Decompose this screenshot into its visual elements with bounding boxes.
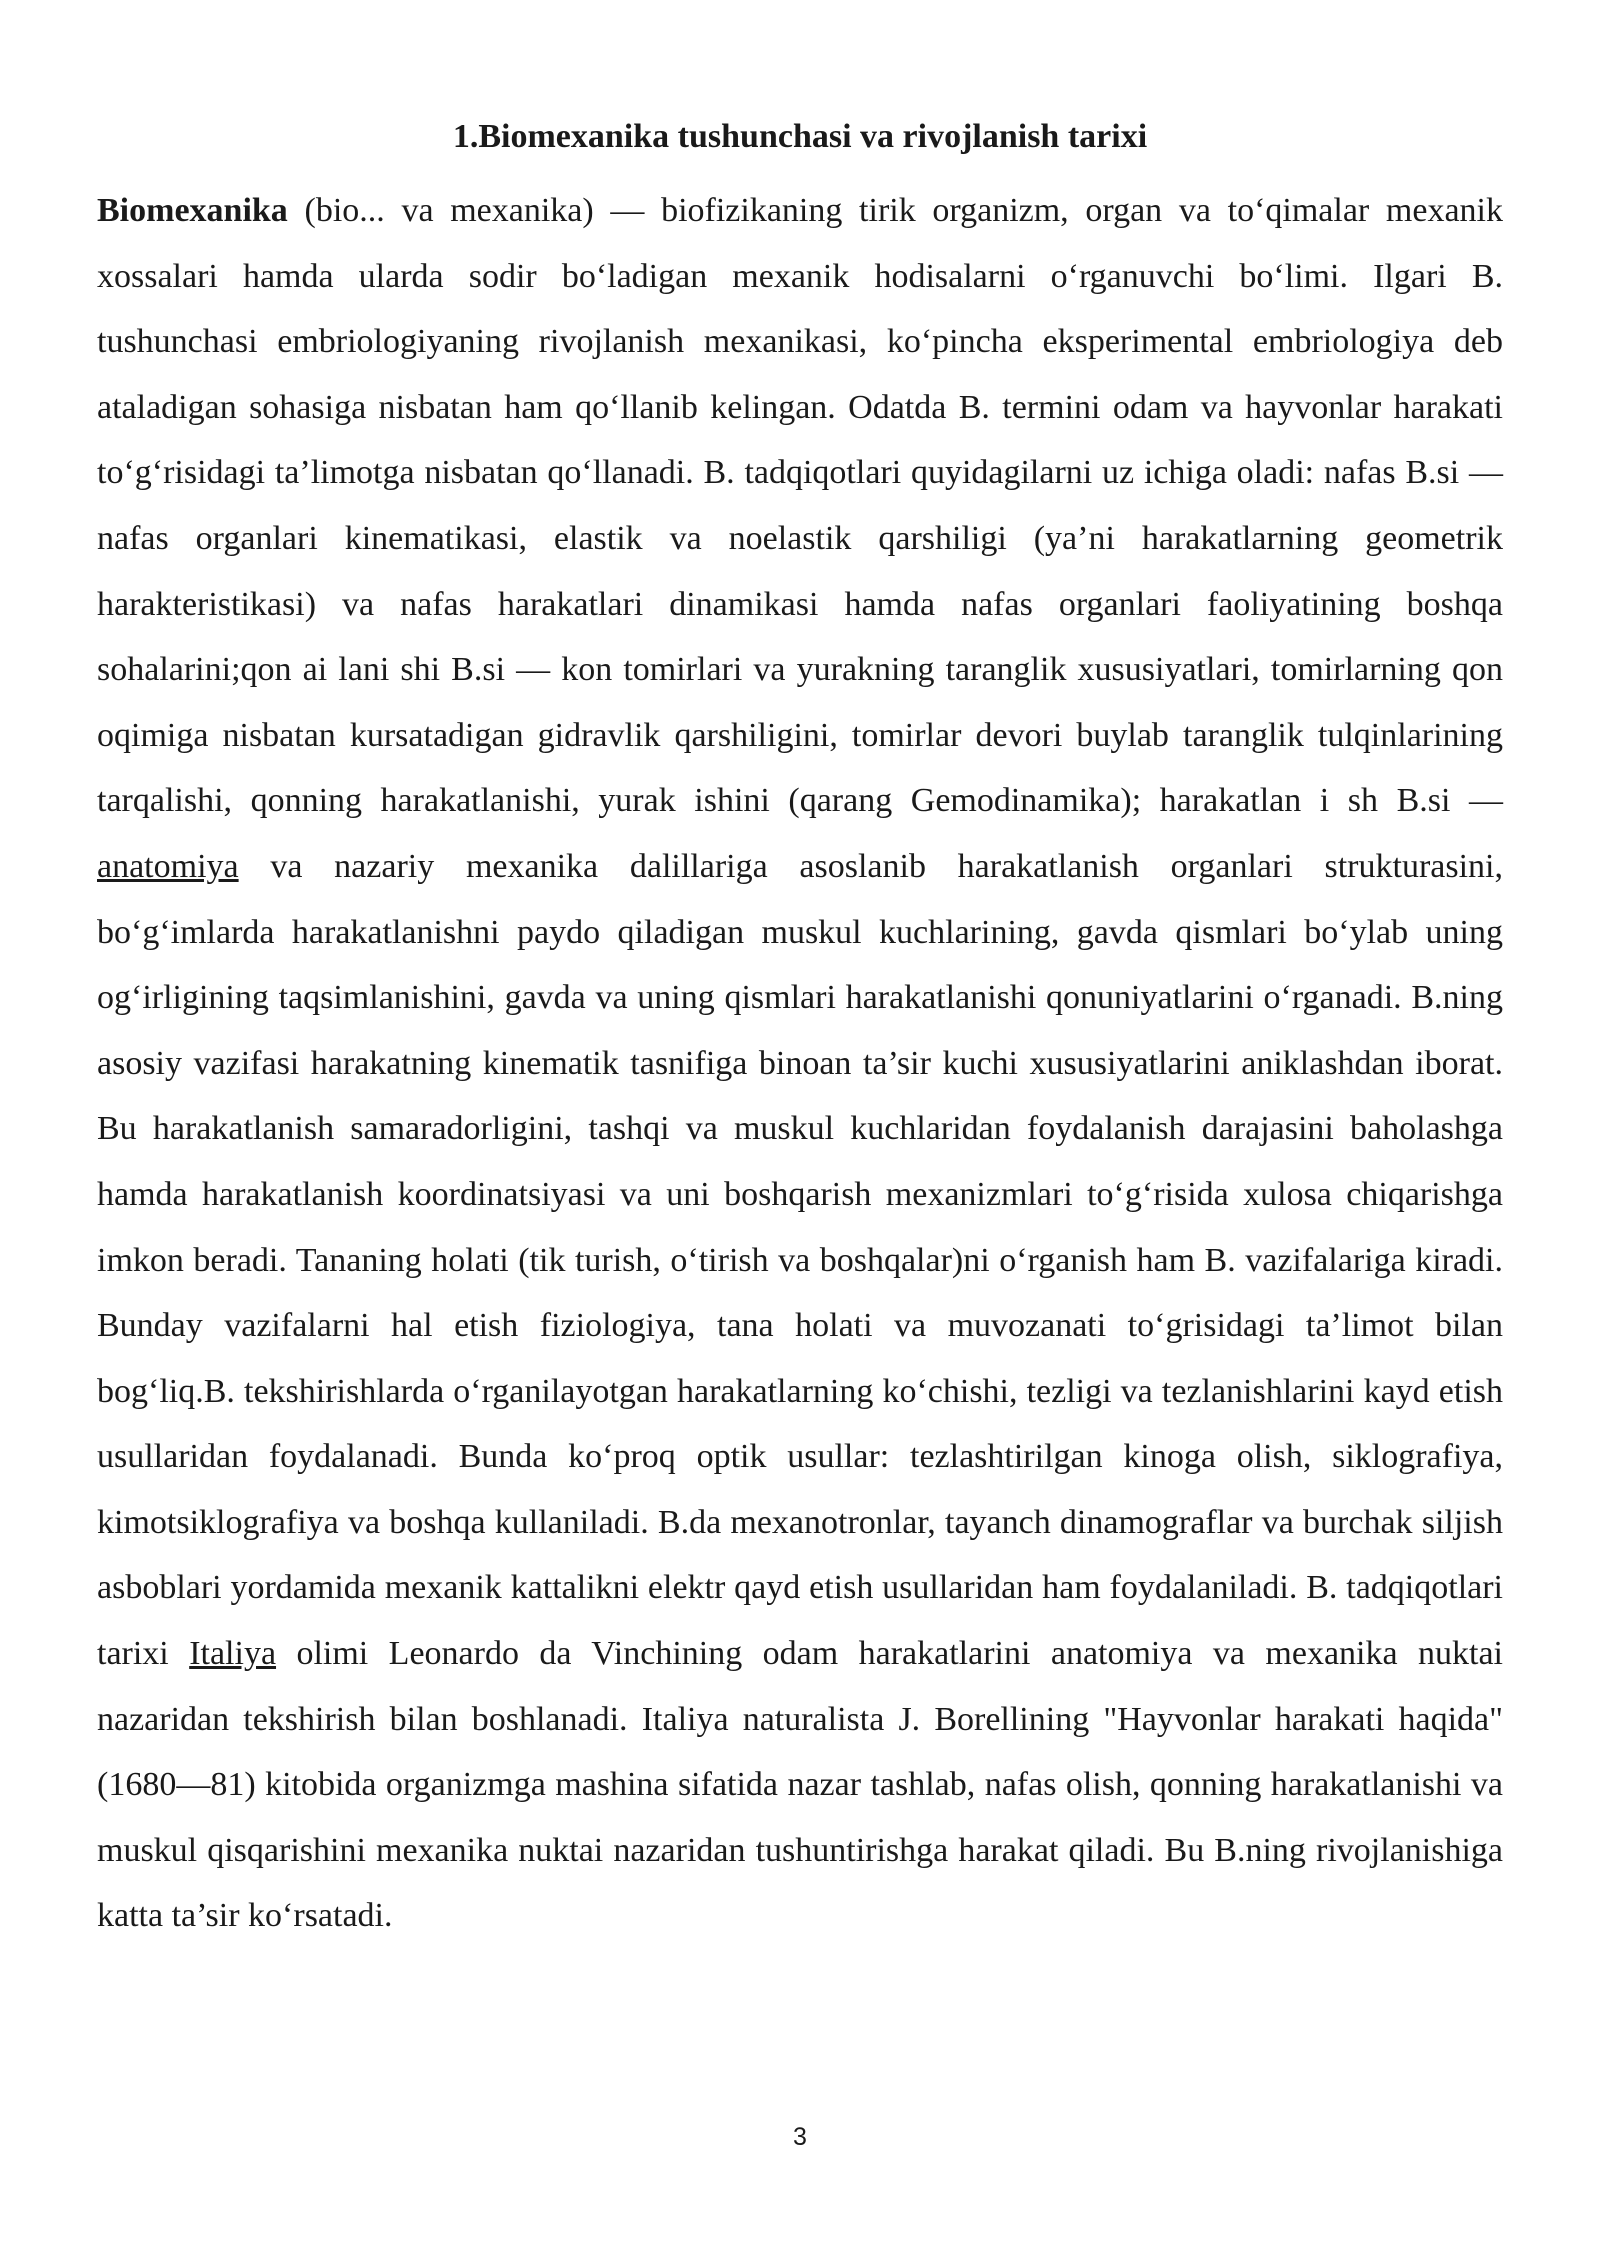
paragraph-text-part-3: olimi Leonardo da Vinchining odam harakatlarini anatomiya va mexanika nuktai nazaridan tekshirish bilan boshlanadi. Italiya naturalista J. Borellining "Hayvonlar harakati haqida" (1680—81) kitobida organizmga mashina sifatida nazar tashlab, nafas olish, qonning harakatlanishi va muskul qisqarishini mexanika nuktai nazaridan tushuntirishga harakat qiladi. Bu B.ning rivojlanishiga katta ta’sir ko‘rsatadi. — [97, 1635, 1503, 1935]
italiya-link[interactable]: Italiya — [189, 1635, 277, 1673]
paragraph-text-part-2: va nazariy mexanika dalillariga asoslanib harakatlanish organlari strukturasini, bo‘g‘imlarda harakatlanishni paydo qiladigan muskul kuchlarining, gavda qismlari bo‘ylab uning og‘irligining taqsimlanishini, gavda va uning qismlari harakatlanishi qonuniyatlarini o‘rganadi. B.ning asosiy vazifasi harakatning kinematik tasnifiga binoan ta’sir kuchi xususiyatlarini aniklashdan iborat. Bu harakatlanish samaradorligini, tashqi va muskul kuchlaridan foydalanish darajasini baholashga hamda harakatlanish koordinatsiyasi va uni boshqarish mexanizmlari to‘g‘risida xulosa chiqarishga imkon beradi. Tananing holati (tik turish, o‘tirish va boshqalar)ni o‘rganish ham B. vazifalariga kiradi. Bunday vazifalarni hal etish fiziologiya, tana holati va muvozanati to‘grisidagi ta’limot bilan bog‘liq.B. tekshirishlarda o‘rganilayotgan harakatlarning ko‘chishi, tezligi va tezlanishlarini kayd etish usullaridan foydalanadi. Bunda ko‘proq optik usullar: tezlashtirilgan kinoga olish, siklografiya, kimotsiklografiya va boshqa kullaniladi. B.da mexanotronlar, tayanch dinamograflar va burchak siljish asboblari yordamida mexanik kattalikni elektr qayd etish usullaridan ham foydalaniladi. B. tadqiqotlari tarixi — [97, 847, 1503, 1673]
body-paragraph — [97, 178, 1503, 1949]
lead-term: Biomexanika — [97, 192, 288, 229]
section-title: 1.Biomexanika tushunchasi va rivojlanish tarixi — [452, 118, 1148, 155]
paragraph-text-part-1: (bio... va mexanika) — biofizikaning tirik organizm, organ va to‘qimalar mexanik xossalari hamda ularda sodir bo‘ladigan mexanik hodisalarni o‘rganuvchi bo‘limi. Ilgari B. tushunchasi embriologiyaning rivojlanish mexanikasi, ko‘pincha eksperimental embriologiya deb ataladigan sohasiga nisbatan ham qo‘llanib kelingan. Odatda B. termini odam va hayvonlar harakati to‘g‘risidagi ta’limotga nisbatan qo‘llanadi. B. tadqiqotlari quyidagilarni uz ichiga oladi: nafas B.si — nafas organlari kinematikasi, elastik va noelastik qarshiligi (ya’ni harakatlarning geometrik harakteristikasi) va nafas harakatlari dinamikasi hamda nafas organlari faoliyatining boshqa sohalarini;qon ai lani shi B.si — kon tomirlari va yurakning taranglik xususiyatlari, tomirlarning qon oqimiga nisbatan kursatadigan gidravlik qarshiligini, tomirlar devori buylab taranglik tulqinlarining tarqalishi, qonning harakatlanishi, yurak ishini (qarang Gemodinamika); harakatlan i sh B.si — — [97, 192, 1503, 820]
anatomiya-link[interactable]: anatomiya — [97, 847, 239, 885]
page-number: 3 — [793, 2123, 807, 2151]
